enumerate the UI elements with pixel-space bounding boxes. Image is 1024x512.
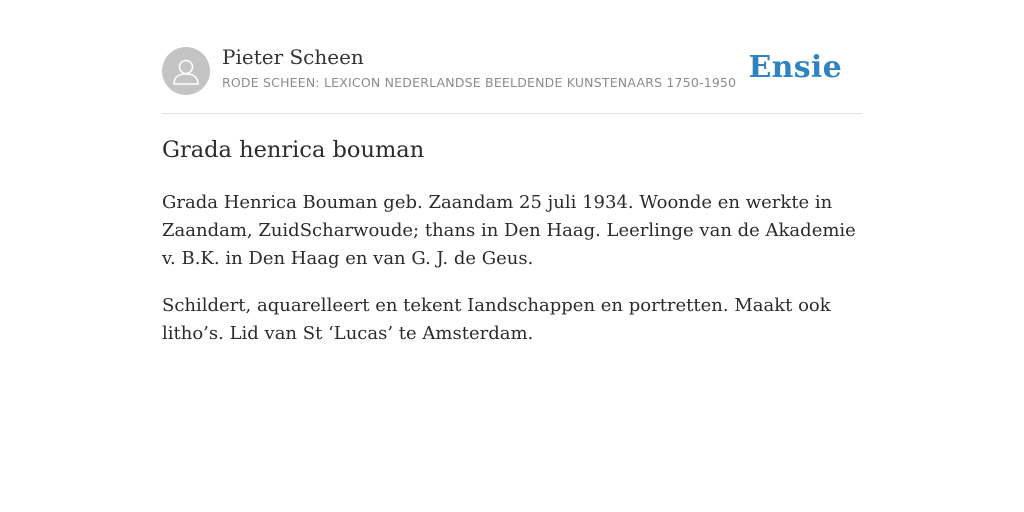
article-paragraph: Schildert, aquarelleert en tekent Iandschappen en portretten. Maakt ook litho’s. Lid van St ‘Lucas’ te Amsterdam. <box>162 295 831 344</box>
article-title: Grada henrica bouman <box>162 137 425 163</box>
user-placeholder-icon <box>162 47 210 95</box>
ensie-logo[interactable]: Ensie <box>748 50 842 85</box>
article-paragraph: Grada Henrica Bouman geb. Zaandam 25 juli 1934. Woonde en werkte in Zaandam, ZuidScharwoude; thans in Den Haag. Leerlinge van de Akademie v. B.K. in Den Haag en van G. J. de Geus. <box>162 192 856 269</box>
author-name[interactable]: Pieter Scheen <box>222 45 364 69</box>
article-body <box>162 189 862 367</box>
author-avatar[interactable] <box>162 47 210 95</box>
article-header <box>162 0 862 114</box>
source-title[interactable]: RODE SCHEEN: LEXICON NEDERLANDSE BEELDENDE KUNSTENAARS 1750-1950 <box>222 75 737 90</box>
article-card <box>162 0 862 344</box>
